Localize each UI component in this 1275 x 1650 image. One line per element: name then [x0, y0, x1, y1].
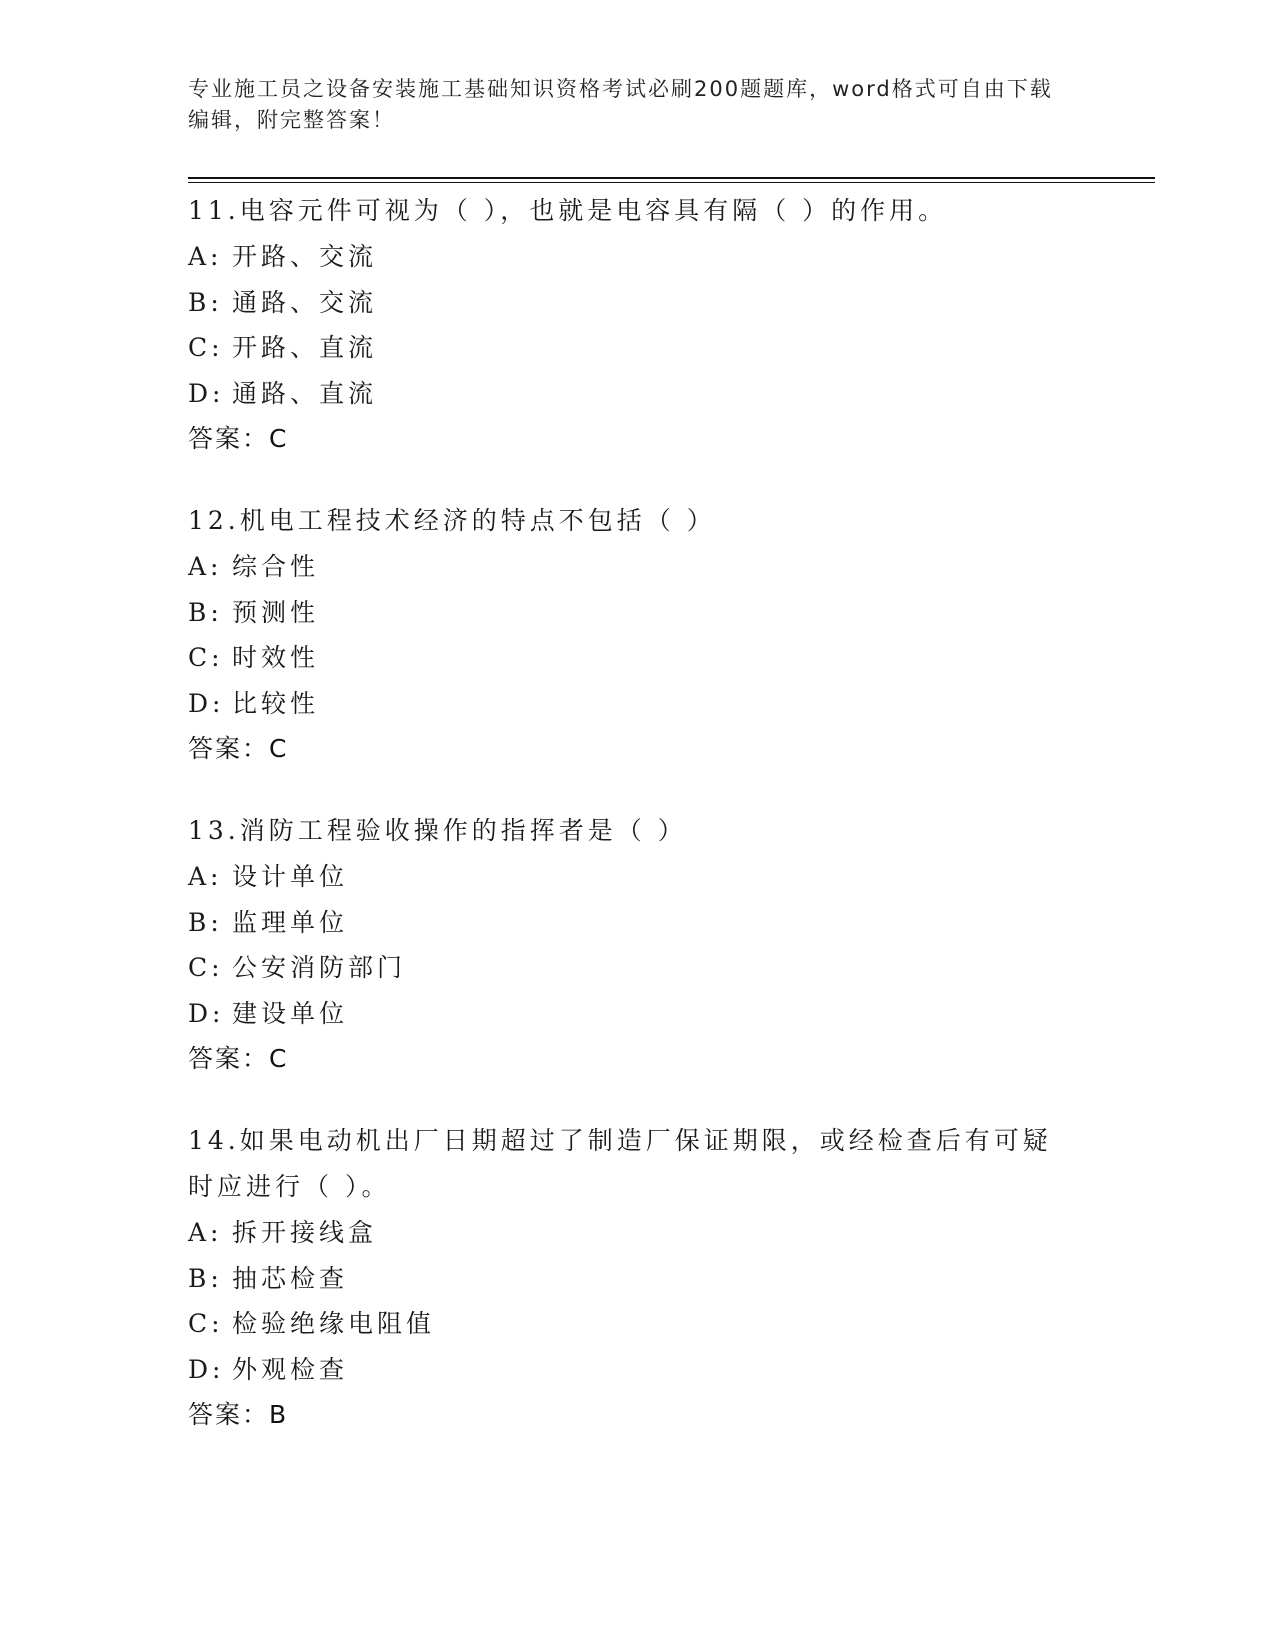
answer-line: 答案：B	[188, 1400, 289, 1429]
option-letter: A:	[188, 552, 223, 581]
option-c	[188, 1301, 1088, 1347]
option-b	[188, 1256, 1088, 1302]
option-text: 综合性	[232, 552, 320, 581]
question-14	[188, 1118, 1088, 1438]
question-12	[188, 498, 1088, 772]
option-text: 开路、直流	[232, 333, 378, 362]
option-c	[188, 635, 1088, 681]
option-b	[188, 280, 1088, 326]
option-text: 检验绝缘电阻值	[232, 1309, 436, 1338]
answer-line: 答案：C	[188, 1044, 289, 1073]
answer-line: 答案：C	[188, 424, 289, 453]
question-11	[188, 188, 1088, 462]
option-letter: D:	[188, 378, 225, 408]
option-d	[188, 1347, 1088, 1393]
option-text: 建设单位	[232, 998, 349, 1028]
option-text: 通路、直流	[232, 378, 378, 408]
option-letter: B:	[188, 907, 223, 937]
option-a	[188, 854, 1088, 900]
option-text: 监理单位	[232, 907, 349, 937]
option-a	[188, 1210, 1088, 1256]
option-letter: A:	[188, 862, 223, 891]
option-text: 比较性	[232, 688, 320, 718]
option-text: 通路、交流	[232, 287, 378, 317]
option-text: 公安消防部门	[232, 953, 407, 982]
option-a	[188, 234, 1088, 280]
option-d	[188, 371, 1088, 417]
option-text: 预测性	[232, 597, 320, 627]
option-a	[188, 544, 1088, 590]
option-b	[188, 590, 1088, 636]
option-text: 拆开接线盒	[232, 1218, 378, 1247]
option-text: 时效性	[232, 643, 320, 672]
option-b	[188, 900, 1088, 946]
header-divider-thin	[188, 182, 1155, 183]
question-list	[188, 188, 1088, 1474]
document-header: 专业施工员之设备安装施工基础知识资格考试必刷200题题库，word格式可自由下载编辑，附完整答案！	[188, 77, 1053, 132]
option-c	[188, 945, 1088, 991]
option-letter: D:	[188, 998, 225, 1028]
header-divider-thick	[188, 177, 1155, 179]
option-d	[188, 681, 1088, 727]
question-stem: 13.消防工程验收操作的指挥者是（ ）	[188, 816, 687, 845]
option-text: 抽芯检查	[232, 1263, 349, 1293]
option-letter: D:	[188, 688, 225, 718]
option-d	[188, 991, 1088, 1037]
option-c	[188, 325, 1088, 371]
option-letter: B:	[188, 1263, 223, 1293]
option-letter: C:	[188, 643, 224, 672]
option-text: 设计单位	[232, 862, 349, 891]
option-letter: B:	[188, 287, 223, 317]
answer-line: 答案：C	[188, 734, 289, 763]
question-stem: 11.电容元件可视为（ ），也就是电容具有隔（ ）的作用。	[188, 196, 948, 225]
option-letter: A:	[188, 242, 223, 271]
option-letter: C:	[188, 333, 224, 362]
option-letter: D:	[188, 1354, 225, 1384]
option-text: 开路、交流	[232, 242, 378, 271]
option-letter: C:	[188, 953, 224, 982]
option-letter: C:	[188, 1309, 224, 1338]
option-letter: A:	[188, 1218, 223, 1247]
question-13	[188, 808, 1088, 1082]
question-stem: 14.如果电动机出厂日期超过了制造厂保证期限，或经检查后有可疑时应进行（ ）。	[188, 1126, 1052, 1201]
option-text: 外观检查	[232, 1354, 349, 1384]
question-stem: 12.机电工程技术经济的特点不包括（ ）	[188, 506, 716, 535]
option-letter: B:	[188, 597, 223, 627]
